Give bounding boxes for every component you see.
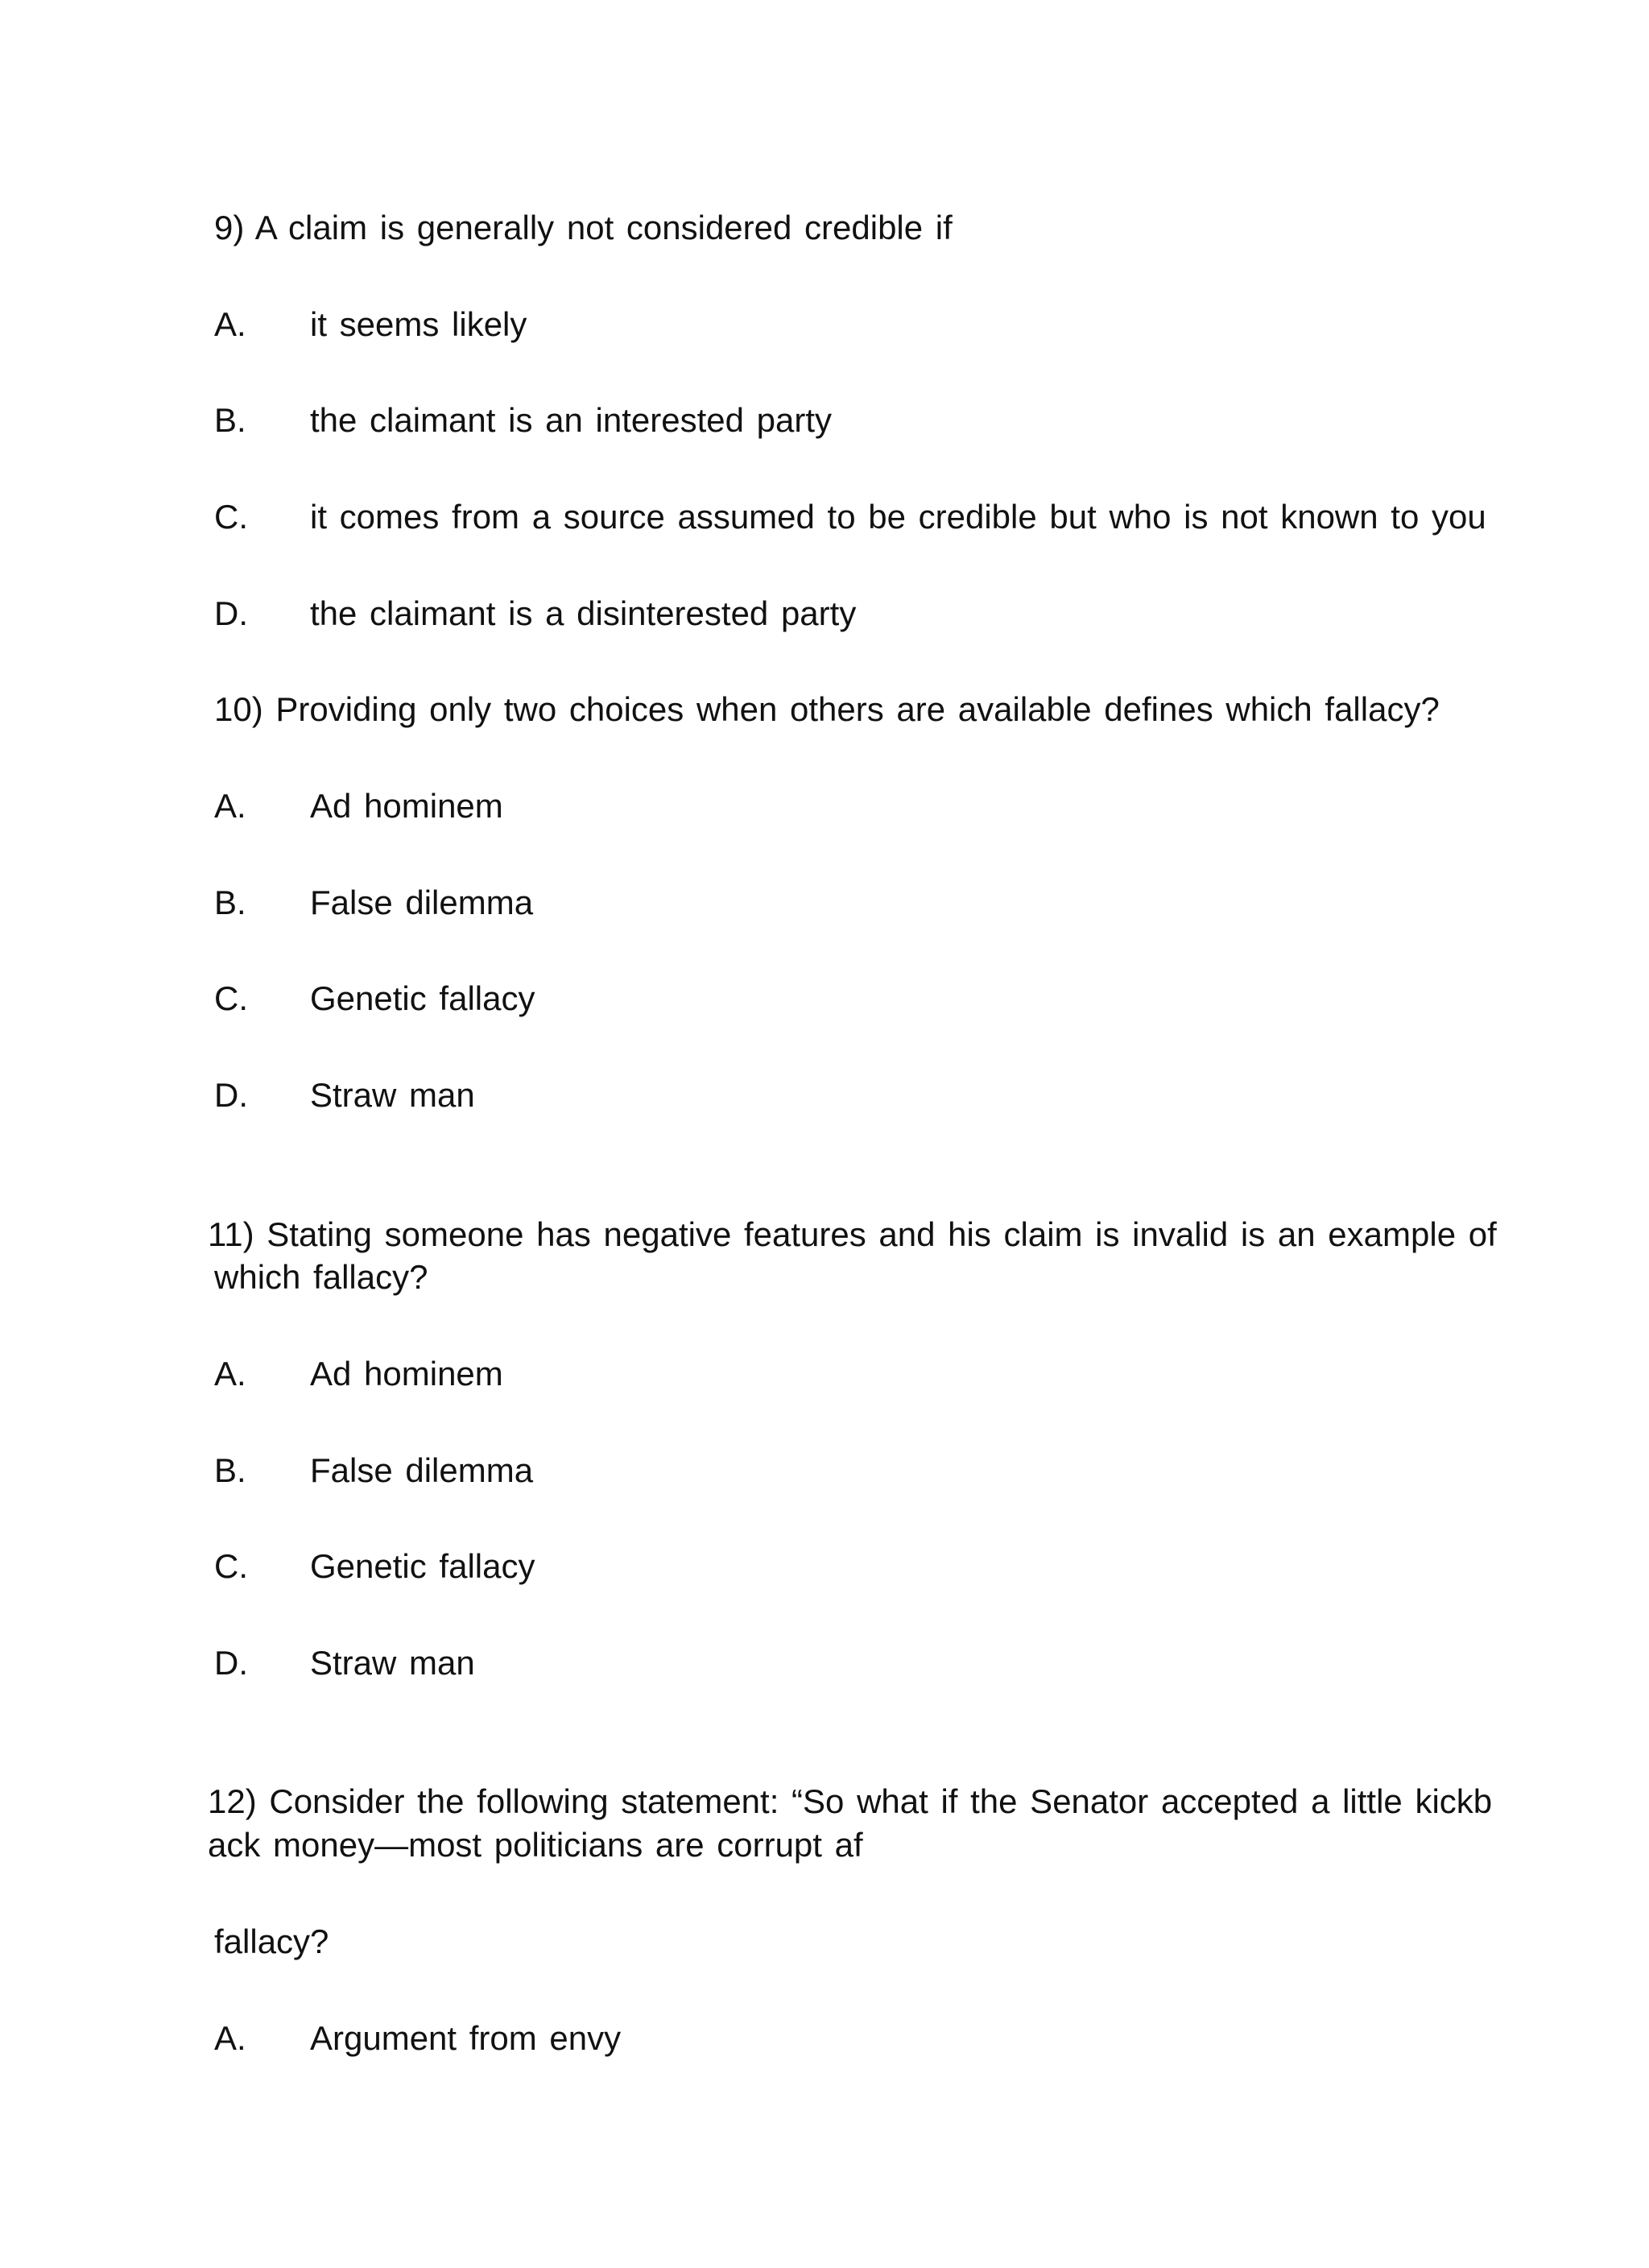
question-11-option-a-text: Ad hominem	[310, 1355, 503, 1393]
question-10-option-a-text: Ad hominem	[310, 787, 503, 825]
question-11-option-c-letter: C.	[214, 1547, 248, 1585]
question-9-option-a-letter: A.	[214, 305, 246, 343]
question-9-option-d-letter: D.	[214, 594, 248, 632]
question-10-option-b-letter: B.	[214, 884, 246, 921]
question-11-option-b-text: False dilemma	[310, 1451, 534, 1489]
question-9-option-a-text: it seems likely	[310, 305, 527, 343]
question-11-text-line-1: 11) Stating someone has negative features and his claim is invalid is an example of	[208, 1215, 1497, 1253]
question-12-option-a-text: Argument from envy	[310, 2019, 622, 2057]
question-9-option-c-text: it comes from a source assumed to be credible but who is not known to you	[310, 498, 1486, 536]
question-10-option-c-text: Genetic fallacy	[310, 979, 535, 1017]
question-10-option-c-letter: C.	[214, 979, 248, 1017]
question-11-option-b-letter: B.	[214, 1451, 246, 1489]
question-10-option-a-letter: A.	[214, 787, 246, 825]
question-11-option-c-text: Genetic fallacy	[310, 1547, 535, 1585]
question-11-text-line-2: which fallacy?	[214, 1258, 428, 1296]
question-9-option-d-text: the claimant is a disinterested party	[310, 594, 857, 632]
question-12-text-line-1: 12) Consider the following statement: “So what if the Senator accepted a little kickb	[208, 1782, 1493, 1820]
question-11-option-d-letter: D.	[214, 1644, 248, 1682]
question-9-option-b-text: the claimant is an interested party	[310, 401, 832, 439]
question-10-option-d-text: Straw man	[310, 1076, 475, 1114]
question-10-option-b-text: False dilemma	[310, 884, 534, 921]
question-9-option-c-letter: C.	[214, 498, 248, 536]
question-12-text-line-3: fallacy?	[214, 1922, 329, 1960]
question-11-option-a-letter: A.	[214, 1355, 246, 1393]
question-9-text: 9) A claim is generally not considered credible if	[214, 209, 953, 246]
question-9-option-b-letter: B.	[214, 401, 246, 439]
question-10-text: 10) Providing only two choices when others are available defines which fallacy?	[214, 690, 1440, 728]
question-12-text-line-2: ack money—most politicians are corrupt af	[208, 1826, 863, 1864]
question-10-option-d-letter: D.	[214, 1076, 248, 1114]
question-12-option-a-letter: A.	[214, 2019, 246, 2057]
question-11-option-d-text: Straw man	[310, 1644, 475, 1682]
